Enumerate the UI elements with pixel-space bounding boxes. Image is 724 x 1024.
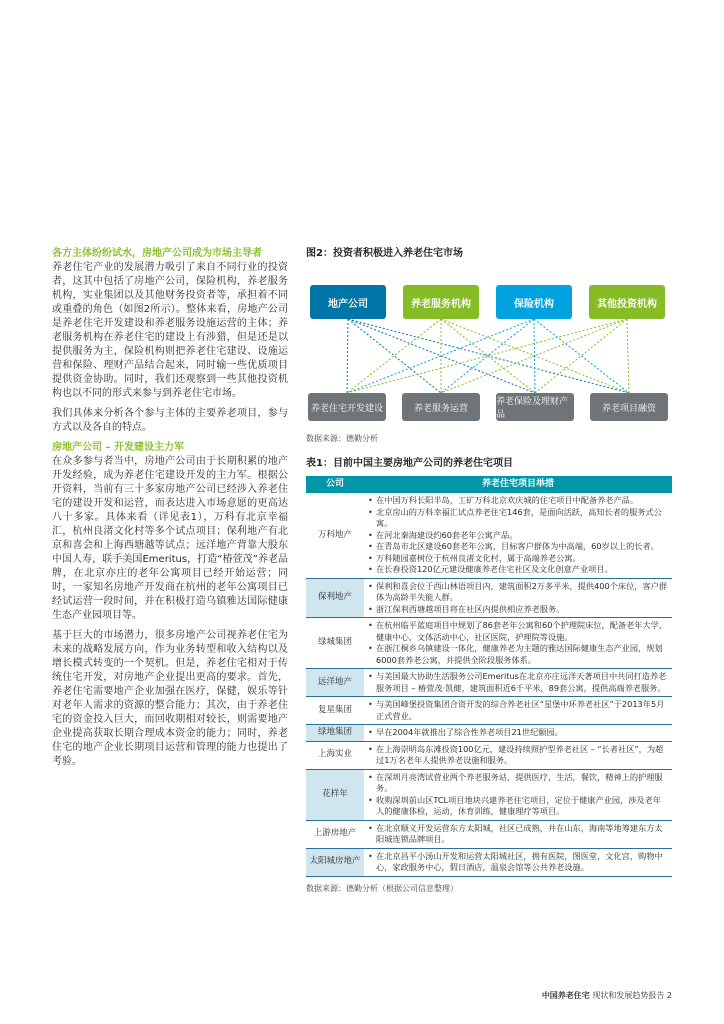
connector-line (347, 319, 348, 393)
section-heading-developers: 房地产公司 – 开发建设主力军 (52, 442, 184, 453)
project-list (367, 744, 669, 767)
project-item: • 在上海崇明岛东滩投资100亿元，建设持续照护型养老社区 – “长者社区”，为超过1万名老年人提供养老设施和服务。 (367, 744, 669, 767)
projects-cell (364, 493, 672, 578)
project-item: • 在青岛市北区建设60套老年公寓，目标客户群体为中高端，60岁以上的长者。 (367, 541, 669, 553)
target-box-financing: 养老项目融资 (590, 393, 668, 421)
table-row (306, 769, 672, 820)
projects-cell (364, 725, 672, 742)
project-item: • 在深圳月亮湾试营业两个养老服务站，提供医疗，生活，餐饮，精神上的护理服务。 (367, 772, 669, 795)
project-list (367, 823, 669, 846)
footer-title: 中国养老住宅 (541, 991, 590, 1000)
table-row (306, 669, 672, 697)
investor-box-real-estate: 地产公司 (310, 285, 386, 319)
investor-box-other: 其他投资机构 (589, 285, 665, 319)
paragraph-intro (52, 247, 288, 401)
column-header-projects: 养老住宅项目举措 (364, 476, 672, 493)
projects-cell (364, 618, 672, 669)
table-header-row (306, 476, 672, 493)
project-item: • 与美国峰堡投资集团合资开发的综合养老社区“星堡中环养老社区”于2013年5月正式营业。 (367, 699, 669, 722)
project-item: • 在中国万科长阳半岛，工矿万科北京欢庆城的住宅项目中配备养老产品。 (367, 495, 669, 507)
project-list (367, 851, 669, 874)
company-cell: 绿城集团 (306, 618, 364, 669)
target-box-service-operation: 养老服务运营 (402, 393, 480, 421)
target-box-development: 养老住宅开发建设 (308, 393, 386, 421)
project-list (367, 727, 669, 739)
project-item: • 在浙江桐乡乌镇建设一体化，健康养老为主题的雅达国际健康生态产业园，规划6000套养老公寓，并提供全阶段服务体系。 (367, 643, 669, 666)
footer-subtitle: 现状和发展趋势报告 (592, 991, 665, 1000)
project-item: • 浙江保利西塘越项目将在社区内提供相应养老服务。 (367, 604, 669, 616)
company-cell: 复星集团 (306, 697, 364, 725)
table-row (306, 493, 672, 578)
table-row (306, 618, 672, 669)
project-item: • 早在2004年就推出了综合性养老项目21世纪颐园。 (367, 727, 669, 739)
table-row (306, 578, 672, 618)
project-item: • 北京房山的万科幸福汇试点养老住宅146套，是面向活跃，高知长者的服务式公寓。 (367, 507, 669, 530)
company-cell: 太阳城房地产 (306, 848, 364, 876)
column-header-company: 公司 (306, 476, 364, 493)
project-list (367, 620, 669, 666)
investor-diagram (306, 269, 672, 419)
company-cell: 万科地产 (306, 493, 364, 578)
section-heading-market: 各方主体纷纷试水，房地产公司成为市场主导者 (52, 248, 262, 259)
table-row (306, 725, 672, 742)
figure-title-text: 投资者积极进入养老住宅市场 (332, 248, 463, 259)
page-number: 2 (666, 991, 672, 1000)
project-item: • 在杭州临平蓝庭项目中规划了86套老年公寓和60个护理院床位，配备老年大学，健康中心，文体活动中心，社区医院，护理院等设施。 (367, 620, 669, 643)
project-list (367, 699, 669, 722)
project-item: • 在河北秦海建设约60套老年公寓产品。 (367, 530, 669, 542)
company-cell: 花样年 (306, 769, 364, 820)
target-box-insurance-products: 养老保险及理财产品 (496, 393, 574, 421)
table-row (306, 697, 672, 725)
project-list (367, 772, 669, 818)
company-cell: 绿地集团 (306, 725, 364, 742)
paragraph-analysis: 我们具体来分析各个参与主体的主要养老项目，参与方式以及各自的特点。 (52, 408, 288, 433)
left-column (52, 247, 288, 775)
project-item: • 与美国最大协助生活服务公司Emeritus在北京亦庄远洋天著项目中共同打造养老服务项目 – 椿萱茂·凯健，建筑面积近6千平米，89套公寓，提供高端养老服务。 (367, 671, 669, 694)
table-number: 表1： (306, 458, 333, 469)
table-title-text: 目前中国主要房地产公司的养老住宅项目 (332, 458, 513, 469)
projects-cell (364, 769, 672, 820)
projects-cell (364, 697, 672, 725)
project-list (367, 671, 669, 694)
company-cell: 上游房地产 (306, 820, 364, 848)
table-source: 数据来源：德勤分析（根据公司信息整理） (306, 883, 458, 893)
company-cell: 远洋地产 (306, 669, 364, 697)
project-item: • 在北京顺义开发运营东方太阳城，社区已成熟，并在山东，海南等地筹建东方太阳城连锁品牌项目。 (367, 823, 669, 846)
projects-cell (364, 669, 672, 697)
project-list (367, 581, 669, 616)
table-row (306, 820, 672, 848)
connector-line (535, 319, 627, 393)
investor-box-insurance: 保险机构 (496, 285, 572, 319)
projects-cell (364, 741, 672, 769)
figure-title (306, 247, 672, 261)
right-column (306, 247, 672, 895)
page-footer (542, 990, 672, 1001)
table-row (306, 848, 672, 876)
projects-cell (364, 820, 672, 848)
figure-source: 数据来源：德勤分析 (306, 434, 378, 443)
developer-projects-table (306, 476, 672, 877)
projects-cell (364, 848, 672, 876)
project-item: • 在北京昌平小汤山开发和运营太阳城社区，拥有医院，图医堂，文化宫，购物中心，家政服务中心，假日酒店，温泉会馆等公共养老设施。 (367, 851, 669, 874)
connector-line (441, 319, 627, 393)
company-cell: 保利地产 (306, 578, 364, 618)
paragraph-strategy: 基于巨大的市场潜力，很多房地产公司视养老住宅为未来的战略发展方向，作为业务转型和收入结构以及增长模式转变的一个契机。但是，养老住宅相对于传统住宅开发，对房地产企业提出更高的要求。首先，养老住宅需要地产企业加强在医疗，保健，娱乐等针对老年人需求的资源的整合能力；其次，由于养老住宅的资金投入巨大，而回收期相对较长，则需要地产企业提高获取长期合理成本资金的能力；同时，养老住宅的地产企业长期项目运营和管理的能力也提出了考验。 (52, 630, 288, 767)
project-list (367, 495, 669, 576)
company-cell: 上海实业 (306, 741, 364, 769)
connector-line (534, 319, 535, 393)
project-item: • 在长春投资120亿元建设健康养老住宅社区及文化创意产业项目。 (367, 564, 669, 576)
paragraph-developers-body: 在众多参与者当中，房地产公司由于长期积累的地产开发经验，成为养老住宅建设开发的主力军。根据公开资料，当前有三十多家房地产公司已经涉入养老住宅的建设开发和运营，而表达进入市场意愿的更高达八十多家。具体来看（详见表1），万科有北京幸福汇，杭州良渚文化村等多个试点项目；保利地产有北京和喜会和上海西塘越等试点；远洋地产背靠大股东中国人寿，联手美国Emeritus，打造“椿萱茂”养老品牌，在北京亦庄的老年公寓项目已经开始运营；同时，一家知名房地产开发商在杭州的老年公寓项目已经试运营一段时间，并在积极打造乌镇雅达国际健康生态产业园项目等。 (52, 456, 288, 621)
table-row (306, 741, 672, 769)
project-item: • 保利和喜会位于西山林语项目内，建筑面积2万多平米，提供400个床位，客户群体为高龄半失能人群。 (367, 581, 669, 604)
connector-line (627, 319, 629, 393)
table-body (306, 493, 672, 876)
project-item: • 万科随园嘉树位于杭州良渚文化村，属于高端养老公寓。 (367, 553, 669, 565)
project-item: • 收购深圳前山区TCL项目地块兴建养老住宅项目，定位于健康产业园，涉及老年人的健康体检，运动，休育训练，健康理疗等项目。 (367, 795, 669, 818)
projects-cell (364, 578, 672, 618)
table-title (306, 457, 672, 471)
paragraph-developers (52, 441, 288, 623)
investor-box-elderly-service: 养老服务机构 (403, 285, 479, 319)
figure-number: 图2： (306, 248, 333, 259)
paragraph-intro-body: 养老住宅产业的发展潜力吸引了来自不同行业的投资者，这其中包括了房地产公司，保险机构，养老服务机构，实业集团以及其他财务投资者等，承担着不同或重叠的角色（如图2所示）。整体来看，房地产公司是养老住宅开发建设和养老服务设施运营的主体；养老服务机构在养老住宅的建设上有涉猎，但是还是以提供服务为主，保险机构则把养老住宅建设、设施运营和保险、理财产品结合起来，同时输一些优质项目提供资金协助。同时，我们还观察到一些其他投资机构也以不同的形式来参与到养老住宅市场。 (52, 262, 288, 399)
